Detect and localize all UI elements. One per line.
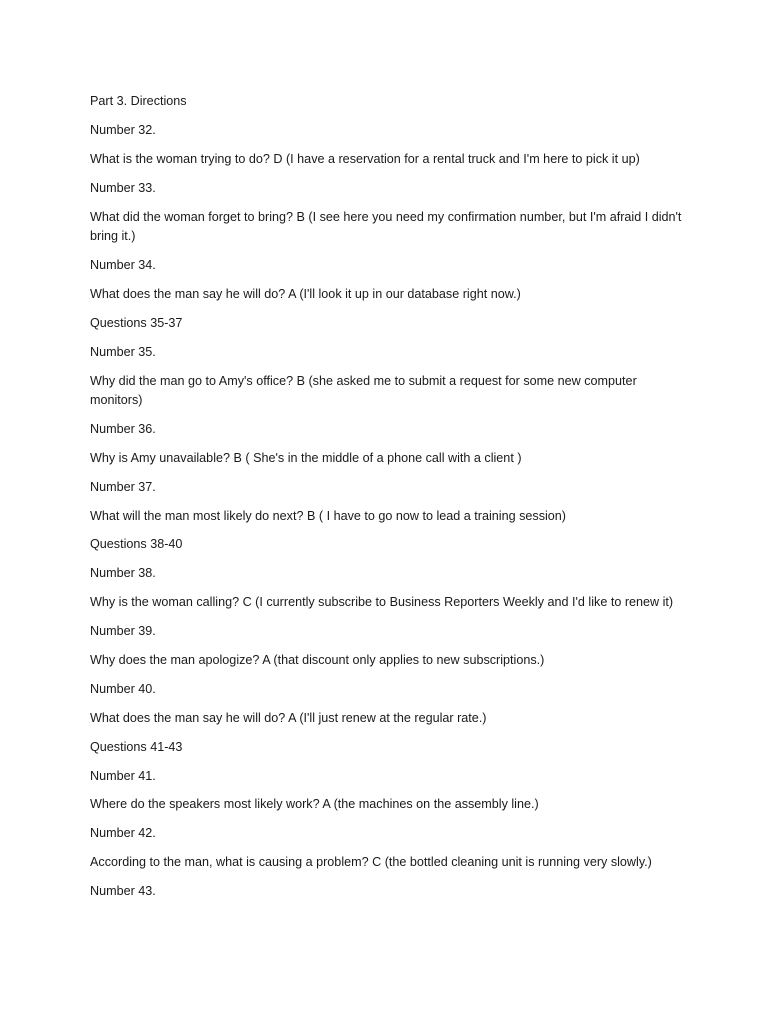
question-text: What does the man say he will do? A (I'll just renew at the regular rate.) (90, 710, 487, 725)
question-number: Number 41. (90, 768, 156, 783)
section-heading: Part 3. Directions (90, 94, 187, 108)
question-text: According to the man, what is causing a problem? C (the bottled cleaning unit is running very slowly.) (90, 855, 652, 870)
question-text: Why does the man apologize? A (that discount only applies to new subscriptions.) (90, 653, 545, 668)
question-group-heading: Questions 35-37 (90, 315, 183, 330)
question-group-heading: Questions 38-40 (90, 537, 183, 552)
document-body (90, 92, 690, 911)
question-number: Number 38. (90, 566, 156, 581)
question-number: Number 32. (90, 122, 156, 137)
question-number: Number 36. (90, 421, 156, 436)
question-text: What is the woman trying to do? D (I have a reservation for a rental truck and I'm here to pick it up) (90, 151, 640, 166)
question-text: Why did the man go to Amy's office? B (she asked me to submit a request for some new computer monitors) (90, 373, 637, 408)
question-text: What does the man say he will do? A (I'll look it up in our database right now.) (90, 286, 521, 301)
question-number: Number 39. (90, 624, 156, 639)
question-text: What will the man most likely do next? B ( I have to go now to lead a training session) (90, 508, 566, 523)
question-number: Number 33. (90, 180, 156, 195)
question-text: Where do the speakers most likely work? A (the machines on the assembly line.) (90, 797, 539, 812)
question-number: Number 40. (90, 681, 156, 696)
question-text: Why is the woman calling? C (I currently subscribe to Business Reporters Weekly and I'd like to renew it) (90, 595, 674, 610)
question-text: Why is Amy unavailable? B ( She's in the middle of a phone call with a client ) (90, 450, 522, 465)
question-number: Number 37. (90, 479, 156, 494)
question-number: Number 42. (90, 826, 156, 841)
question-text: What did the woman forget to bring? B (I see here you need my confirmation number, but I'm afraid I didn't bring it.) (90, 209, 682, 244)
question-number: Number 34. (90, 257, 156, 272)
question-number: Number 35. (90, 344, 156, 359)
question-number: Number 43. (90, 884, 156, 899)
question-group-heading: Questions 41-43 (90, 739, 183, 754)
